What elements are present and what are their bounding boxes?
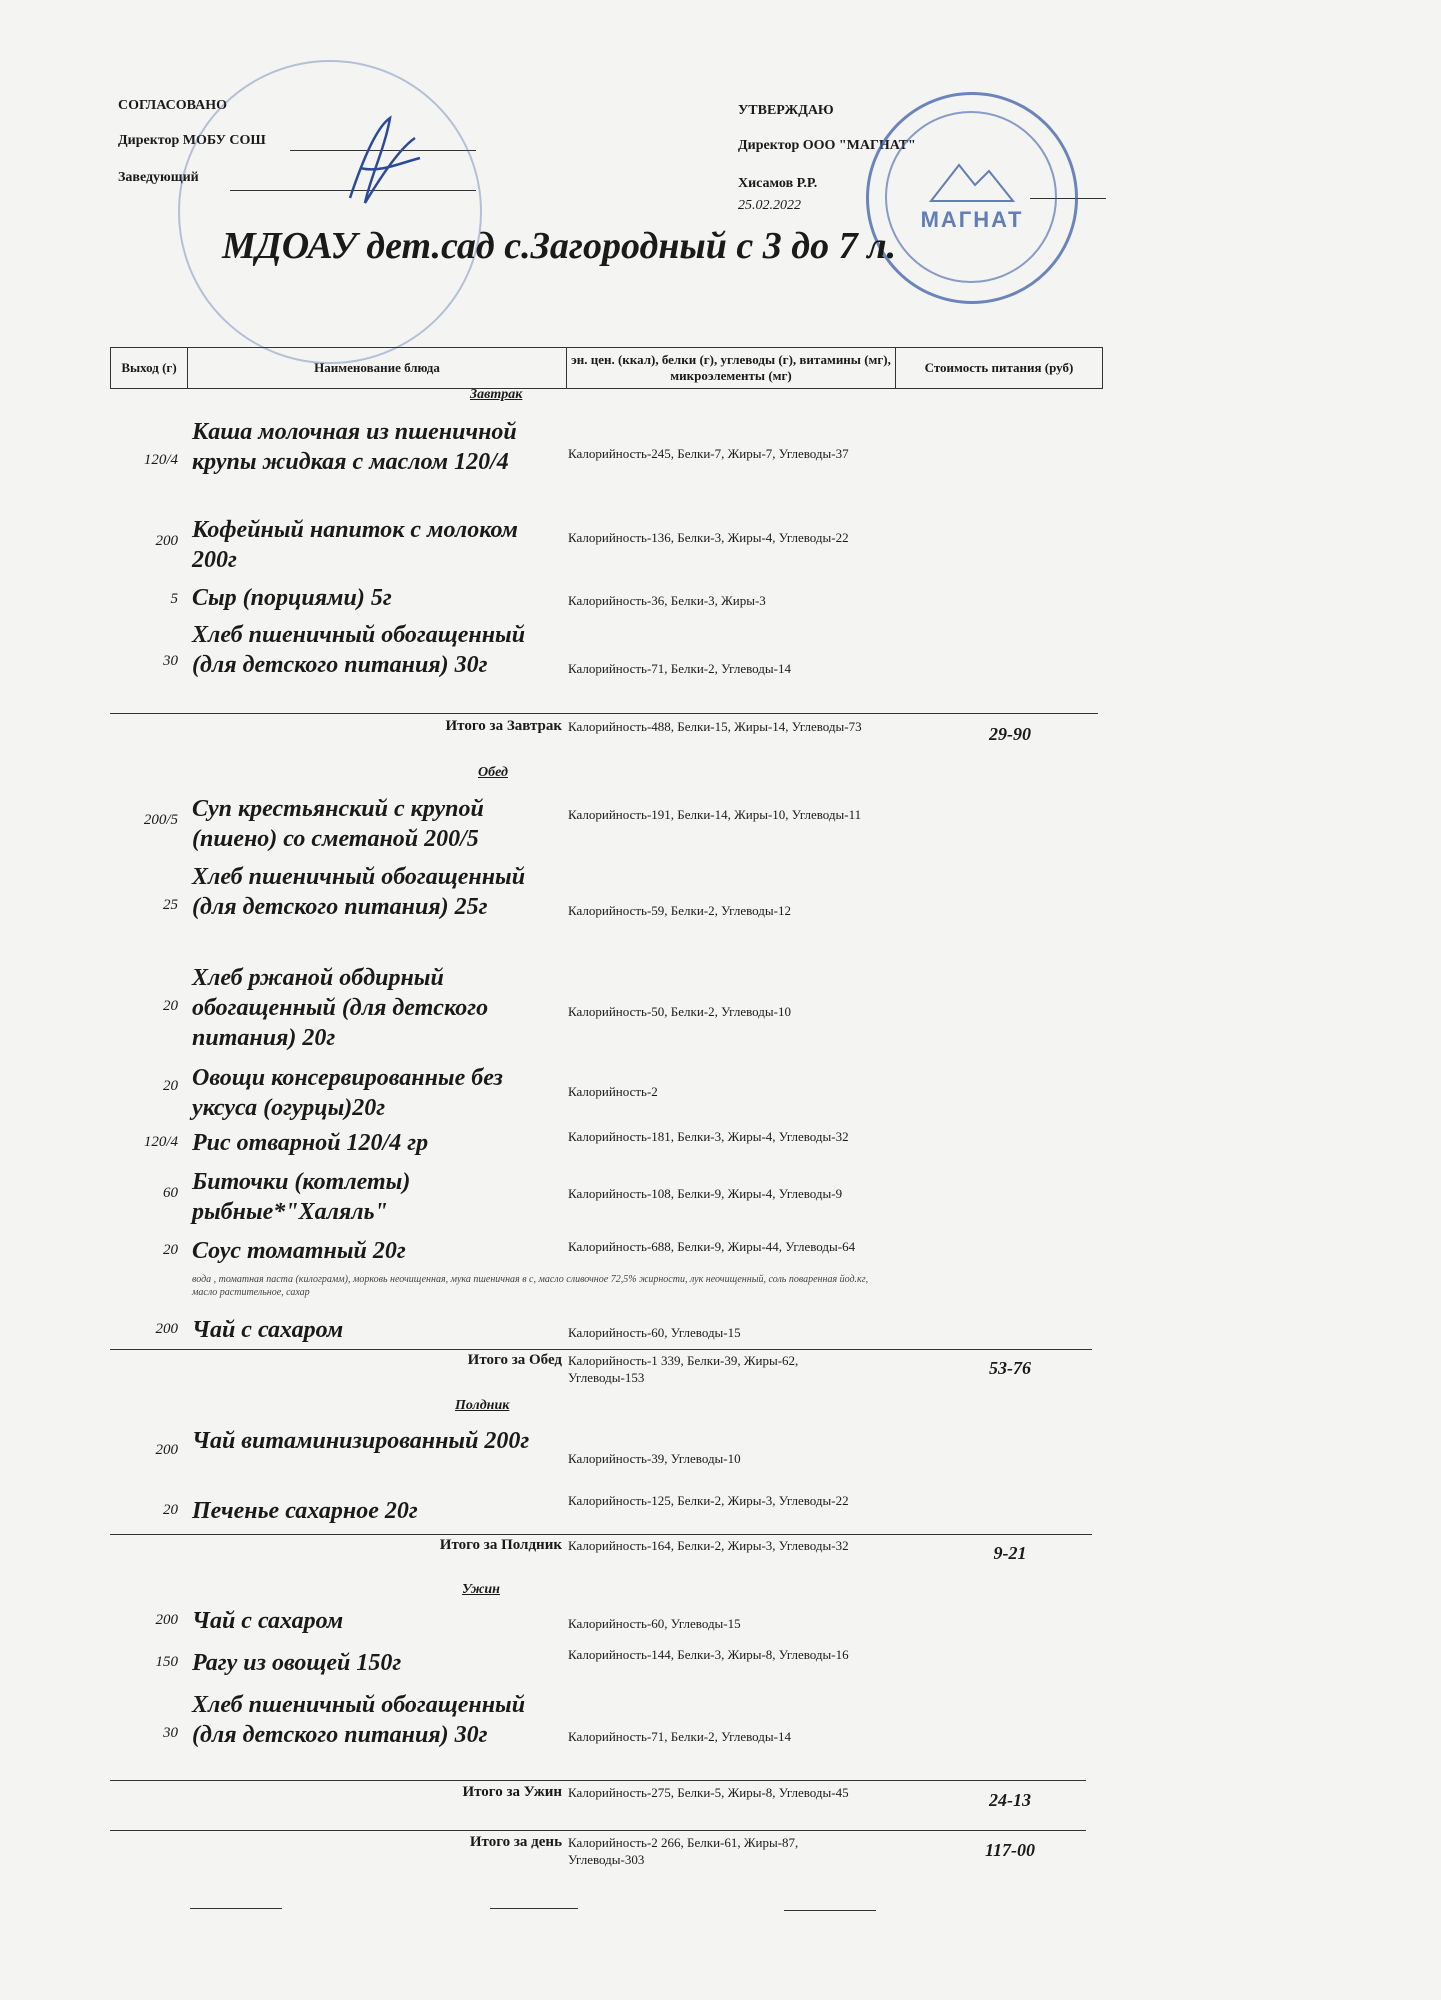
section-breakfast-title: Завтрак: [470, 387, 523, 402]
dish-output: 20: [163, 998, 178, 1014]
total-divider: [110, 1830, 1086, 1831]
dish-output: 20: [163, 1078, 178, 1094]
signature-line: [784, 1910, 876, 1911]
approve-date: 25.02.2022: [738, 198, 801, 213]
total-divider: [110, 713, 1098, 714]
dish-output: 200: [155, 533, 178, 549]
dish-nutrition: Калорийность-136, Белки-3, Жиры-4, Углеводы-22: [568, 530, 849, 545]
total-nutrition: Калорийность-164, Белки-2, Жиры-3, Углеводы-32: [568, 1538, 849, 1553]
total-cost: 29-90: [989, 724, 1031, 744]
total-cost: 24-13: [989, 1790, 1031, 1810]
dish-output: 20: [163, 1242, 178, 1258]
dish-name: Кофейный напиток с молоком 200г: [192, 517, 518, 573]
dish-output: 60: [163, 1185, 178, 1201]
dish-nutrition: Калорийность-60, Углеводы-15: [568, 1325, 741, 1340]
dish-nutrition: Калорийность-181, Белки-3, Жиры-4, Углеводы-32: [568, 1129, 849, 1144]
dish-name: Каша молочная из пшеничной крупы жидкая с маслом 120/4: [192, 419, 517, 475]
menu-table-header: [110, 347, 1103, 389]
dish-name: Овощи консервированные без уксуса (огурцы)20г: [192, 1065, 503, 1121]
dish-name: Рагу из овощей 150г: [192, 1650, 402, 1676]
dish-nutrition: Калорийность-59, Белки-2, Углеводы-12: [568, 903, 791, 918]
total-nutrition: Калорийность-488, Белки-15, Жиры-14, Углеводы-73: [568, 719, 862, 734]
dish-output: 150: [155, 1654, 178, 1670]
dish-output: 30: [163, 653, 178, 669]
dish-nutrition: Калорийность-71, Белки-2, Углеводы-14: [568, 661, 791, 676]
agreed-title: СОГЛАСОВАНО: [118, 98, 227, 113]
page-title: МДОАУ дет.сад с.Загородный с 3 до 7 л.: [222, 225, 897, 267]
dish-output: 200: [155, 1442, 178, 1458]
dish-name: Хлеб пшеничный обогащенный (для детского питания) 30г: [192, 1692, 526, 1748]
section-dinner-title: Ужин: [462, 1582, 500, 1597]
header-nutrition: эн. цен. (ккал), белки (г), углеводы (г), витамины (мг), микроэлементы (мг): [567, 348, 896, 389]
dish-nutrition: Калорийность-36, Белки-3, Жиры-3: [568, 593, 766, 608]
stamp-right: [866, 92, 1078, 304]
dish-output: 200: [155, 1321, 178, 1337]
dish-output: 30: [163, 1725, 178, 1741]
signature-line: [490, 1908, 578, 1909]
approve-director: Директор ООО "МАГНАТ": [738, 138, 916, 153]
dish-name: Рис отварной 120/4 гр: [192, 1130, 429, 1156]
dish-output: 120/4: [143, 452, 178, 468]
total-cost: 117-00: [984, 1840, 1035, 1860]
header-output: Выход (г): [111, 348, 188, 389]
dish-name: Хлеб пшеничный обогащенный (для детского питания) 25г: [192, 864, 526, 920]
signature-mark: [330, 108, 430, 218]
dish-nutrition: Калорийность-108, Белки-9, Жиры-4, Углеводы-9: [568, 1186, 843, 1201]
dish-name: Хлеб ржаной обдирный обогащенный (для детского питания) 20г: [192, 965, 489, 1051]
dish-nutrition: Калорийность-688, Белки-9, Жиры-44, Углеводы-64: [568, 1239, 856, 1254]
agreed-director: Директор МОБУ СОШ: [118, 133, 266, 148]
agreed-manager: Заведующий: [118, 170, 199, 185]
approve-name: Хисамов Р.Р.: [738, 176, 818, 191]
total-nutrition: Калорийность-275, Белки-5, Жиры-8, Углеводы-45: [568, 1785, 849, 1800]
dish-output: 5: [170, 591, 178, 607]
total-label: Итого за Обед: [467, 1352, 562, 1368]
total-divider: [110, 1780, 1086, 1781]
dish-nutrition: Калорийность-50, Белки-2, Углеводы-10: [568, 1004, 791, 1019]
header-dish-name: Наименование блюда: [188, 348, 567, 389]
total-label: Итого за день: [469, 1834, 562, 1850]
approve-title: УТВЕРЖДАЮ: [738, 103, 834, 118]
total-label: Итого за Ужин: [462, 1784, 562, 1800]
section-snack-title: Полдник: [455, 1398, 510, 1413]
section-lunch-title: Обед: [478, 765, 508, 780]
signature-line: [190, 1908, 282, 1909]
dish-output: 120/4: [143, 1134, 178, 1150]
total-nutrition: Калорийность-1 339, Белки-39, Жиры-62, Углеводы-153: [568, 1353, 799, 1385]
stamp-logo-text: МАГНАТ: [920, 207, 1024, 232]
dish-name: Суп крестьянский с крупой (пшено) со сметаной 200/5: [192, 796, 484, 852]
total-cost: 53-76: [989, 1358, 1031, 1378]
dish-name: Сыр (порциями) 5г: [192, 585, 392, 611]
dish-name: Чай с сахаром: [192, 1317, 344, 1343]
dish-name: Соус томатный 20г: [192, 1238, 406, 1264]
dish-name: Биточки (котлеты) рыбные*"Халяль": [192, 1169, 411, 1225]
dish-nutrition: Калорийность-2: [568, 1084, 658, 1099]
dish-nutrition: Калорийность-144, Белки-3, Жиры-8, Углеводы-16: [568, 1647, 849, 1662]
dish-output: 25: [163, 897, 178, 913]
dish-nutrition: Калорийность-60, Углеводы-15: [568, 1616, 741, 1631]
dish-nutrition: Калорийность-71, Белки-2, Углеводы-14: [568, 1729, 791, 1744]
sauce-ingredients-note: вода , томатная паста (килограмм), морковь неочищенная, мука пшеничная в с, масло сливочное 72,5% жирности, лук неочищенный, соль поваренная йод.кг, масло растительное, сахар: [192, 1274, 869, 1298]
dish-name: Хлеб пшеничный обогащенный (для детского питания) 30г: [192, 622, 526, 678]
total-label: Итого за Завтрак: [445, 718, 562, 734]
dish-nutrition: Калорийность-245, Белки-7, Жиры-7, Углеводы-37: [568, 446, 849, 461]
dish-nutrition: Калорийность-125, Белки-2, Жиры-3, Углеводы-22: [568, 1493, 849, 1508]
dish-output: 20: [163, 1502, 178, 1518]
header-cost: Стоимость питания (руб): [896, 348, 1103, 389]
total-nutrition: Калорийность-2 266, Белки-61, Жиры-87, Углеводы-303: [568, 1835, 799, 1867]
total-label: Итого за Полдник: [439, 1537, 562, 1553]
total-divider: [110, 1349, 1092, 1350]
dish-name: Чай витаминизированный 200г: [192, 1428, 530, 1454]
dish-nutrition: Калорийность-191, Белки-14, Жиры-10, Углеводы-11: [568, 807, 862, 822]
dish-name: Чай с сахаром: [192, 1608, 344, 1634]
dish-output: 200: [155, 1612, 178, 1628]
dish-name: Печенье сахарное 20г: [192, 1498, 418, 1524]
dish-output: 200/5: [143, 812, 178, 828]
total-divider: [110, 1534, 1092, 1535]
dish-nutrition: Калорийность-39, Углеводы-10: [568, 1451, 741, 1466]
total-cost: 9-21: [993, 1543, 1027, 1563]
